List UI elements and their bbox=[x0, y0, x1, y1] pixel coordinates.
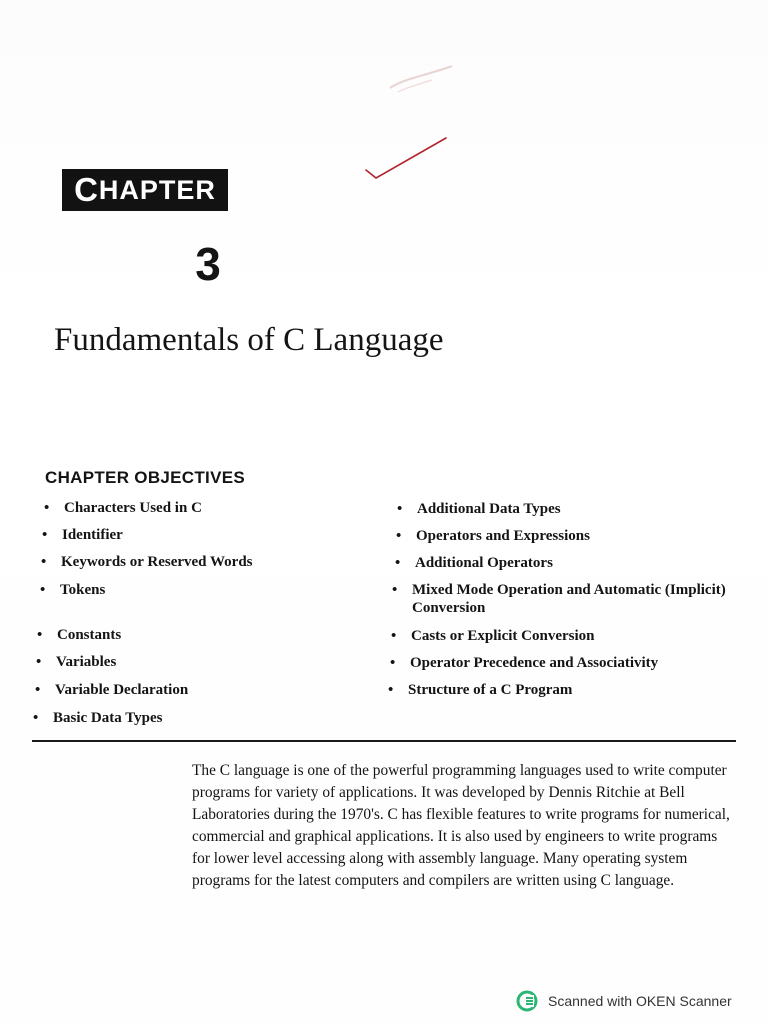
bullet-icon: • bbox=[395, 555, 401, 571]
objective-label: Characters Used in C bbox=[64, 500, 202, 516]
objectives-heading: CHAPTER OBJECTIVES bbox=[45, 468, 245, 487]
bullet-icon: • bbox=[44, 500, 50, 516]
paper-scuff-mark bbox=[380, 58, 460, 98]
objective-item bbox=[44, 499, 202, 517]
chapter-title: Fundamentals of C Language bbox=[54, 322, 444, 358]
objective-item bbox=[391, 627, 595, 645]
scanner-watermark bbox=[516, 990, 732, 1012]
objective-label: Mixed Mode Operation and Automatic (Implicit) Conversion bbox=[412, 582, 726, 616]
bullet-icon: • bbox=[36, 654, 42, 670]
objective-item bbox=[396, 527, 590, 545]
bullet-icon: • bbox=[391, 628, 397, 644]
bullet-icon: • bbox=[35, 682, 41, 698]
objective-label: Variables bbox=[56, 654, 117, 670]
bullet-icon: • bbox=[396, 528, 402, 544]
intro-paragraph bbox=[192, 760, 734, 892]
objective-item bbox=[37, 626, 122, 644]
bullet-icon: • bbox=[40, 582, 46, 598]
objective-item bbox=[388, 681, 573, 699]
oken-scanner-logo-icon bbox=[516, 990, 538, 1012]
scanner-text: Scanned with OKEN Scanner bbox=[548, 993, 732, 1009]
chapter-label-initial: C bbox=[74, 171, 99, 208]
objective-item bbox=[390, 654, 659, 672]
objective-label: Variable Declaration bbox=[55, 682, 189, 698]
objective-item bbox=[392, 581, 742, 617]
objective-label: Identifier bbox=[62, 527, 123, 543]
bullet-icon: • bbox=[392, 582, 398, 598]
objective-item bbox=[36, 653, 117, 671]
objective-label: Casts or Explicit Conversion bbox=[411, 628, 595, 644]
chapter-number: 3 bbox=[195, 238, 221, 290]
intro-text: The C language is one of the powerful programming languages used to write computer programs for variety of applications. It was developed by Dennis Ritchie at Bell Laboratories during the 1970's. C has flexible features to write programs for numerical, commercial and graphical applications. It is also used by engineers to write programs for lower level accessing along with assembly language. Many operating system programs for the latest computers and compilers are written using C language. bbox=[192, 762, 730, 889]
bullet-icon: • bbox=[33, 710, 39, 726]
objective-label: Basic Data Types bbox=[53, 710, 163, 726]
bullet-icon: • bbox=[42, 527, 48, 543]
objective-label: Constants bbox=[57, 627, 122, 643]
objective-item bbox=[33, 709, 163, 727]
bullet-icon: • bbox=[41, 554, 47, 570]
objective-item bbox=[397, 500, 561, 518]
objective-label: Structure of a C Program bbox=[408, 682, 573, 698]
objective-label: Operators and Expressions bbox=[416, 528, 590, 544]
objective-item bbox=[40, 581, 106, 599]
objective-item bbox=[41, 553, 253, 571]
objective-item bbox=[35, 681, 189, 699]
objective-label: Additional Data Types bbox=[417, 501, 561, 517]
bullet-icon: • bbox=[388, 682, 394, 698]
chapter-label-rest: HAPTER bbox=[98, 174, 216, 205]
chapter-label bbox=[62, 169, 228, 211]
objective-label: Tokens bbox=[60, 582, 106, 598]
objective-label: Keywords or Reserved Words bbox=[61, 554, 253, 570]
objective-item bbox=[395, 554, 553, 572]
objective-item bbox=[42, 526, 123, 544]
section-divider bbox=[32, 740, 736, 742]
bullet-icon: • bbox=[397, 501, 403, 517]
objective-label: Additional Operators bbox=[415, 555, 553, 571]
objective-label: Operator Precedence and Associativity bbox=[410, 655, 659, 671]
bullet-icon: • bbox=[37, 627, 43, 643]
handwritten-tick-mark bbox=[362, 132, 452, 182]
bullet-icon: • bbox=[390, 655, 396, 671]
